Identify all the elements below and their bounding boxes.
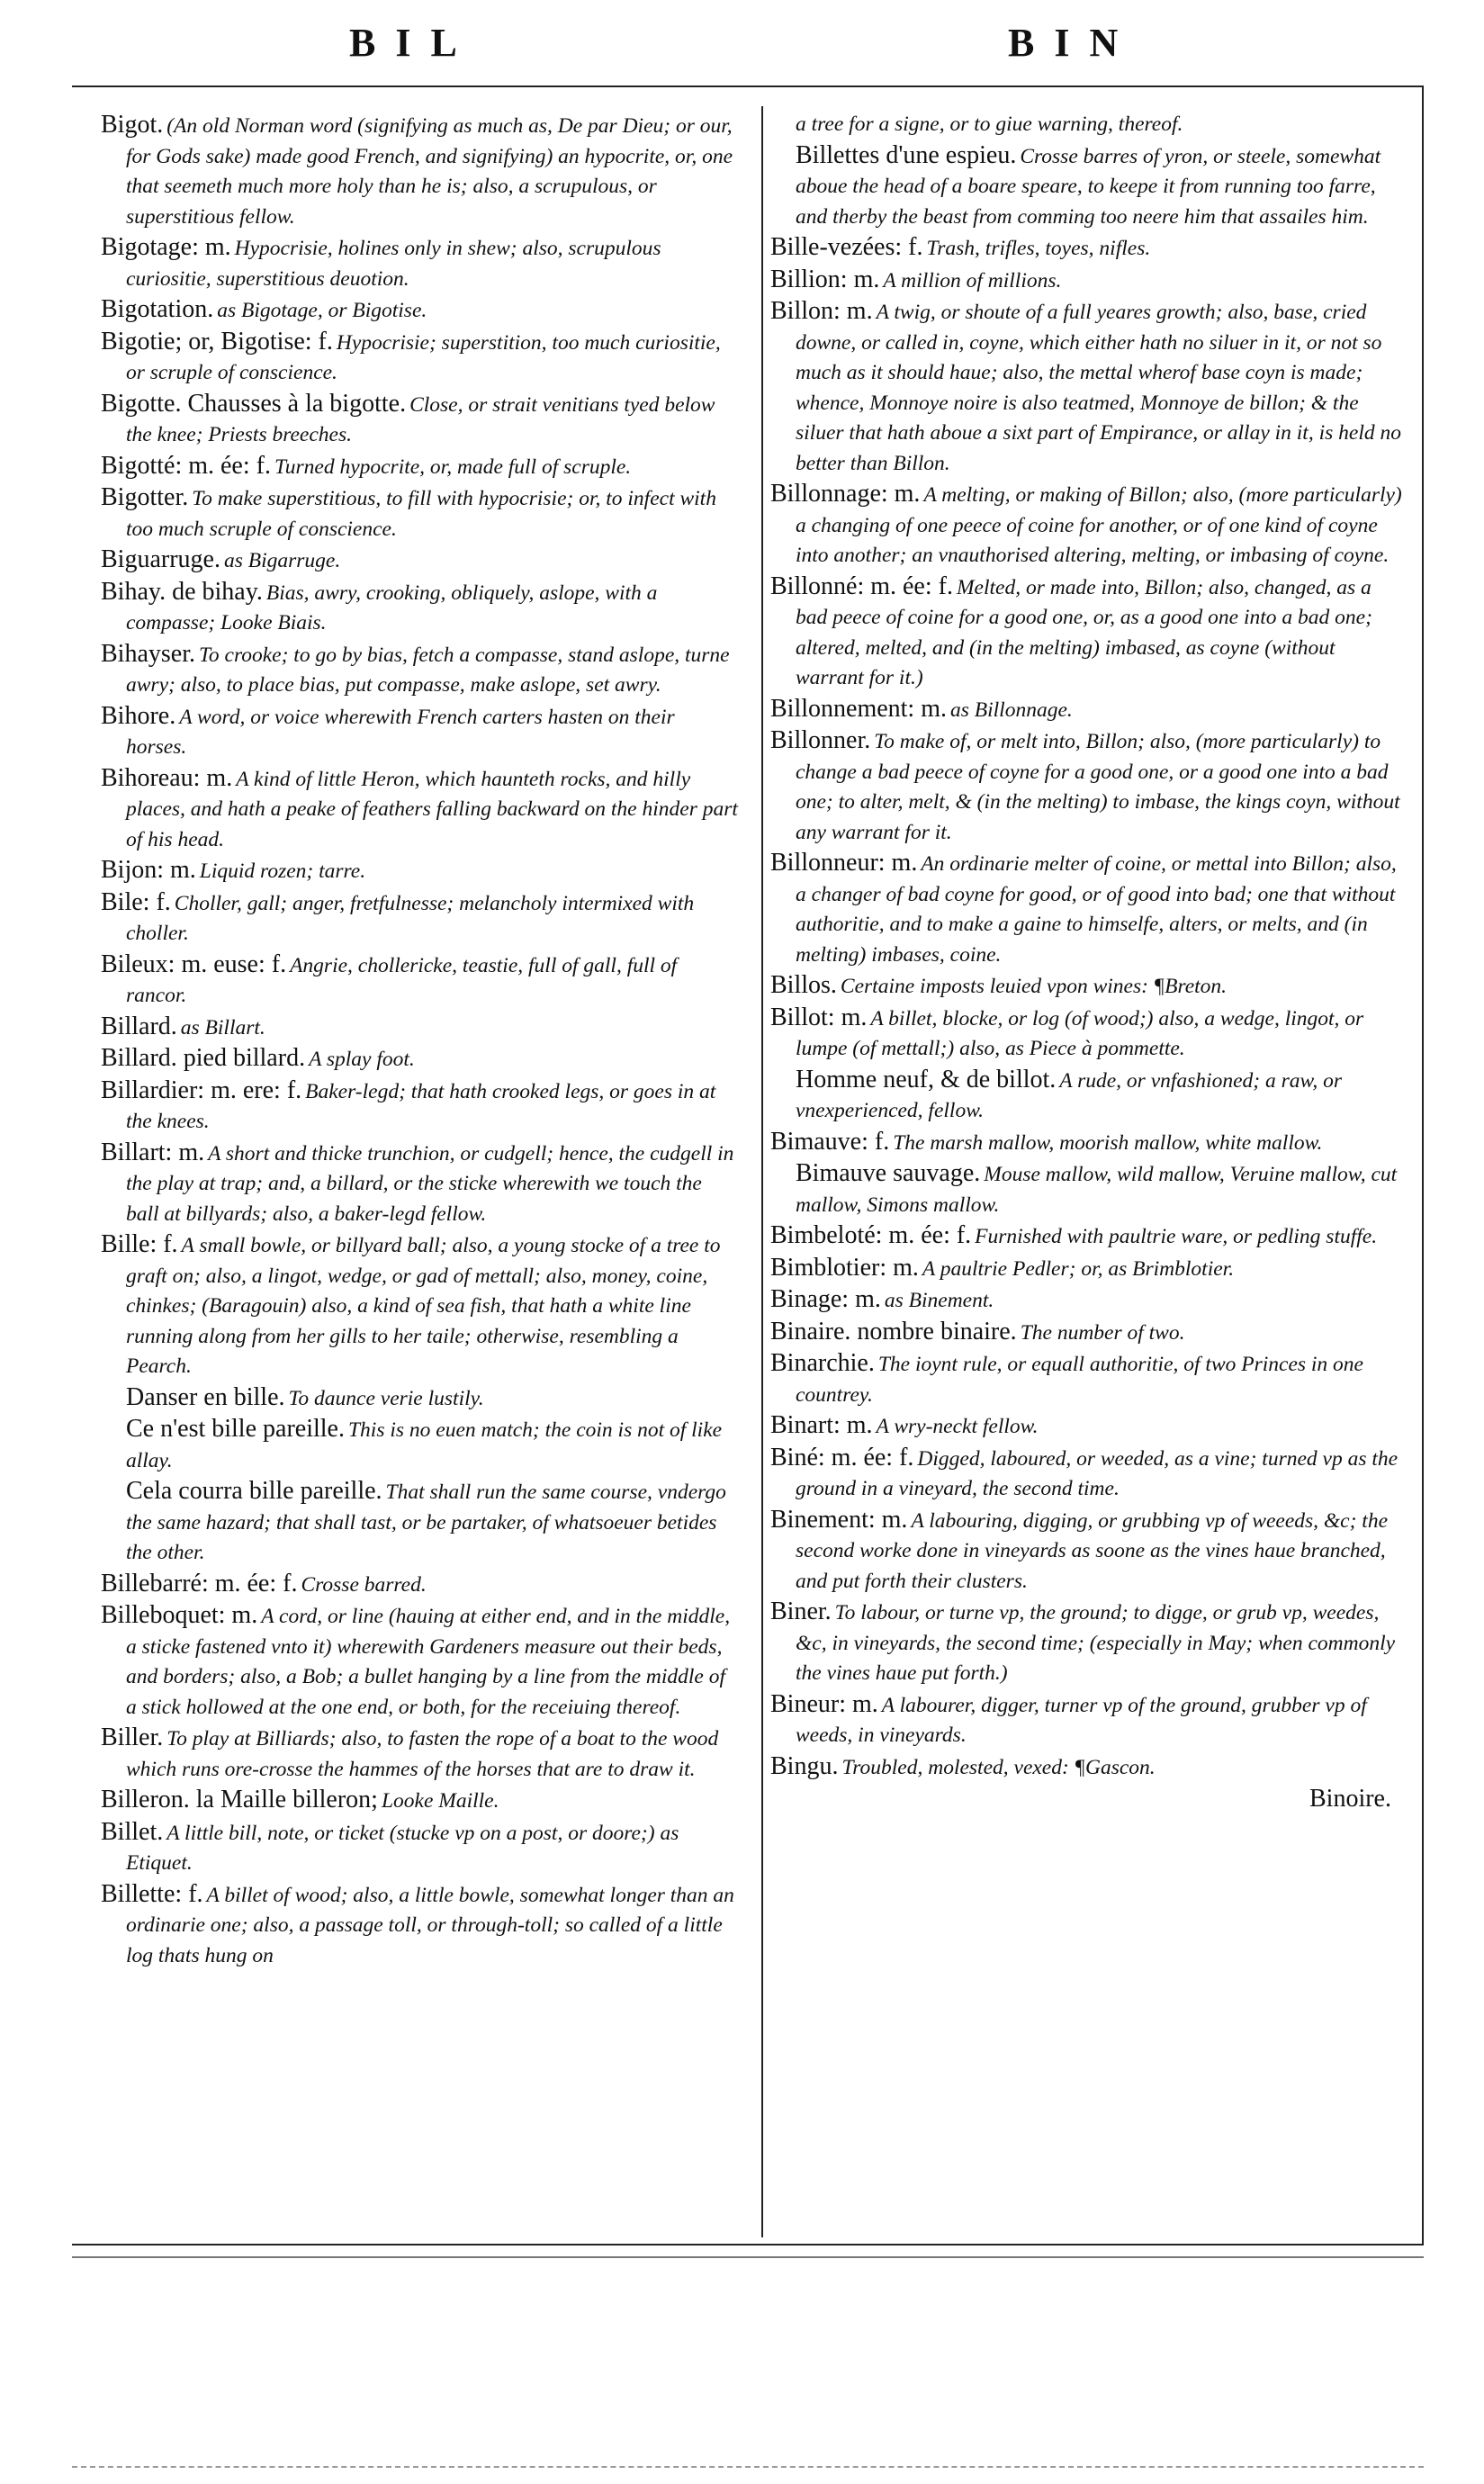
dictionary-entry [770,1318,1408,1350]
entry-headword: Bigotie; or, Bigotise: f. [101,327,333,356]
entry-definition: Bias, awry, crooking, obliquely, aslope, with a compasse; Looke Biais. [126,580,658,634]
entry-headword: Billettes d'une espieu. [796,140,1017,169]
entry-definition: Close, or strait venitians tyed below the knee; Priests breeches. [126,392,715,446]
entry-definition: Liquid rozen; tarre. [199,860,366,883]
dictionary-entry [770,971,1408,1004]
dictionary-entry [126,1415,738,1477]
dictionary-entry [101,764,738,857]
entry-headword: Billebarré: m. ée: f. [101,1569,298,1598]
column-divider [761,106,763,2237]
entry-headword: Cela courra bille pareille. [126,1477,382,1505]
entry-headword: Bigotation. [101,295,214,323]
entry-definition: as Bigarruge. [223,549,341,572]
entry-definition: A rude, or vnfashioned; a raw, or vnexperienced, fellow. [796,1068,1343,1122]
entry-definition: To crooke; to go by bias, fetch a compasse, stand aslope, turne awry; also, to place bias, put compasse, make aslope, set awry. [126,643,730,697]
dictionary-entry [126,1383,738,1416]
entry-definition: A small bowle, or billyard ball; also, a young stocke of a tree to graft on; also, a lingot, wedge, or gad of mettall; also, money, coine, chinkes; (Baragouin) also, a kind of sea fish, that hath a white line running along from her gills to her taile; otherwise, resembling a Pearch. [126,1234,721,1378]
entry-definition: To daunce verie lustily. [288,1386,484,1410]
dictionary-entry [101,1012,738,1045]
entry-headword: Billard. pied billard. [101,1044,306,1072]
entry-definition: Choller, gall; anger, fretfulnesse; melancholy intermixed with choller. [126,891,695,945]
dictionary-entry [101,1076,738,1138]
entry-definition: A kind of little Heron, which haunteth rocks, and hilly places, and hath a peake of feathers falling backward on the hinder part of his head. [126,767,738,851]
right-column [770,111,1408,1814]
dictionary-entry [796,141,1408,234]
entry-definition: Crosse barres of yron, or steele, somewhat aboue the head of a boare speare, to keepe it from running too farre, and therby the beast from comming too neere him that assailes him. [796,144,1381,229]
entry-definition: Angrie, chollericke, teastie, full of gall, full of rancor. [126,953,678,1007]
dictionary-entry [770,1285,1408,1318]
entry-definition: A little bill, note, or ticket (stucke vp on a post, or doore;) as Etiquet. [126,1821,679,1875]
dictionary-entry [101,328,738,390]
dictionary-entry [770,849,1408,971]
dictionary-entry [770,480,1408,572]
entry-definition: as Billart. [180,1015,265,1040]
entry-headword: Binarchie. [770,1349,875,1377]
dictionary-entry [101,545,738,578]
dictionary-entry [770,1598,1408,1690]
entry-definition: This is no euen match; the coin is not of like allay. [126,1418,723,1472]
left-column [101,111,738,1972]
entry-headword: Biner. [770,1598,832,1625]
running-head-right: BIN [1008,21,1138,65]
dictionary-entry [770,297,1408,480]
entry-headword: Bimbeloté: m. ée: f. [770,1221,972,1249]
entry-headword: Billet. [101,1817,164,1846]
entry-definition: A labouring, digging, or grubbing vp of weeeds, &c; the second worke done in vineyards as soone as the vines haue branched, and put forth their clusters. [796,1508,1389,1593]
entry-headword: Binement: m. [770,1505,908,1534]
entry-headword: Bineur: m. [770,1689,878,1718]
entry-definition: Hypocrisie, holines only in shew; also, scrupulous curiositie, superstitious deuotion. [126,237,661,291]
entry-headword: Bijon: m. [101,856,196,884]
entry-definition: A cord, or line (hauing at either end, and in the middle, a sticke fastened vnto it) wherewith Gardeners measure out their beds, and borders; also, a Bob; a bullet hanging by a line from the middle of a stick hollowed at the one end, or both, for the receiuing thereof. [126,1605,731,1719]
dictionary-entry [101,1786,738,1818]
entry-headword: Bingu. [770,1751,839,1780]
entry-headword: Bimauve sauvage. [796,1159,981,1187]
dictionary-entry [101,856,738,888]
entry-headword: Billot: m. [770,1003,868,1031]
entry-definition: To make of, or melt into, Billon; also, (more particularly) to change a bad peece of coyne for a good one, or a good one into a bad one; to alter, melt, & (in the melting) to imbase, the kings coyn, without any warrant for it. [796,730,1400,844]
dictionary-entry [101,1138,738,1231]
dictionary-entry [796,1066,1408,1128]
entry-definition: A billet of wood; also, a little bowle, somewhat longer than an ordinarie one; also, a passage toll, or through-toll; so called of a little log thats hung on [126,1883,734,1967]
dictionary-entry [770,1254,1408,1286]
dictionary-entry [101,390,738,452]
entry-headword: Billonnement: m. [770,694,947,723]
entry-definition: Mouse mallow, wild mallow, Veruine mallow, cut mallow, Simons mallow. [796,1163,1398,1217]
dictionary-entry [770,726,1408,849]
entry-headword: Bigot. [101,111,164,139]
dictionary-entry [126,1477,738,1570]
entry-headword: Biguarruge. [101,545,220,573]
entry-headword: Bihore. [101,701,176,730]
entry-headword: Bigotter. [101,483,189,511]
entry-headword: Bille: f. [101,1230,178,1258]
dictionary-entry [101,888,738,950]
dictionary-entry [101,1570,738,1602]
footer-rule-dashed [72,2466,1424,2468]
entry-headword: Biné: m. ée: f. [770,1443,914,1472]
dictionary-entry [101,1818,738,1880]
entry-headword: Binart: m. [770,1411,873,1439]
entry-definition: Digged, laboured, or weeded, as a vine; turned vp as the ground in a vineyard, the second time. [796,1446,1399,1500]
entry-definition: To make superstitious, to fill with hypocrisie; or, to infect with too much scruple of conscience. [126,487,716,541]
running-head-left: BIL [349,21,477,65]
entry-definition: (An old Norman word (signifying as much as, De par Dieu; or our, for Gods sake) made good French, and signifying) an hypocrite, or, one that seemeth much more holy than he is; also, a scrupulous, or superstitious fellow. [126,114,733,229]
entry-definition: A billet, blocke, or log (of wood;) also, a wedge, lingot, or lumpe (of mettall;) also, as Piece à pommette. [796,1006,1364,1060]
dictionary-entry [770,1444,1408,1506]
entry-headword: Bihoreau: m. [101,763,233,792]
entry-definition: Melted, or made into, Billon; also, changed, as a bad peece of coine for a good one, or, as a good one into a bad one; altered, melted, and (in the melting) imbased, as coyne (without warrant for it.) [796,575,1372,689]
dictionary-entry [770,1411,1408,1444]
dictionary-entry [101,1724,738,1786]
entry-headword: Billon: m. [770,297,873,325]
dictionary-entry [101,950,738,1012]
entry-definition: A melting, or making of Billon; also, (more particularly) a changing of one peece of coine for another, or of one kind of coyne into another; an vnauthorised altering, melting, or imbasing of coyne. [796,483,1402,567]
dictionary-entry [770,233,1408,266]
entry-headword: Billeboquet: m. [101,1601,258,1629]
entry-headword: Billeron. la Maille billeron; [101,1786,378,1814]
dictionary-entry [770,1752,1408,1785]
entry-headword: Billardier: m. ere: f. [101,1076,302,1104]
footer-rule [72,2256,1424,2258]
entry-definition: as Bigotage, or Bigotise. [217,299,427,322]
entry-headword: Billos. [770,971,837,999]
entry-headword: Bihay. de bihay. [101,577,263,606]
entry-definition: Looke Maille. [381,1789,499,1813]
entry-headword: Bimauve: f. [770,1127,890,1156]
dictionary-entry [101,1044,738,1076]
entry-definition: A splay foot. [309,1048,415,1071]
entry-definition: A short and thicke trunchion, or cudgell; hence, the cudgell in the play at trap; and, a billard, or the sticke wherewith we touch the ball at billyards; also, a baker-legd fellow. [126,1141,734,1226]
dictionary-entry [770,1221,1408,1254]
entry-definition: Baker-legd; that hath crooked legs, or goes in at the knees. [126,1079,716,1133]
entry-headword: Bimblotier: m. [770,1253,919,1282]
dictionary-entry [770,1004,1408,1066]
entry-headword: Binage: m. [770,1285,881,1313]
dictionary-entry [101,1601,738,1724]
dictionary-entry [101,233,738,295]
entry-headword: Ce n'est bille pareille. [126,1415,345,1443]
entry-definition: A million of millions. [883,268,1062,292]
entry-definition: The ioynt rule, or equall authoritie, of two Princes in one countrey. [796,1353,1363,1407]
dictionary-entry [101,1230,738,1383]
entry-definition: An ordinarie melter of coine, or mettal into Billon; also, a changer of bad coyne for good, or of good into bad; one that without authoritie, and to make a gaine to himselfe, alters, or melts, and (in melting) imbases, coine. [796,852,1397,967]
dictionary-entry [101,295,738,328]
dictionary-entry [770,1128,1408,1160]
entry-definition: To labour, or turne vp, the ground; to digge, or grub vp, weedes, &c, in vineyards, the second time; (especially in May; when commonly the vines haue put forth.) [796,1601,1396,1685]
entry-headword: Biller. [101,1724,164,1751]
entry-headword: Bihayser. [101,639,195,668]
entry-headword: Bileux: m. euse: f. [101,950,287,978]
entry-headword: Billonner. [770,726,871,754]
dictionary-entry [101,452,738,484]
entry-headword: Bigotté: m. ée: f. [101,451,271,480]
dictionary-entry [101,640,738,702]
entry-definition: A paultrie Pedler; or, as Brimblotier. [922,1256,1235,1281]
entry-definition: Troubled, molested, vexed: ¶Gascon. [841,1755,1156,1779]
entry-definition: Hypocrisie; superstition, too much curiositie, or scruple of conscience. [126,330,721,384]
entry-definition: Turned hypocrite, or, made full of scruple. [274,454,632,479]
entry-definition: To play at Billiards; also, to fasten the rope of a boat to the wood which runs ore-crosse the hammes of the horses that are to draw it. [126,1727,719,1781]
entry-definition: Crosse barred. [301,1572,427,1597]
dictionary-entry [770,572,1408,695]
entry-headword: Billonnage: m. [770,480,921,508]
entry-headword: Billonné: m. ée: f. [770,572,953,600]
dictionary-entry [101,111,738,233]
entry-definition: a tree for a signe, or to giue warning, thereof. [796,112,1183,136]
entry-headword: Billart: m. [101,1138,205,1166]
dictionary-entry [770,266,1408,298]
entry-headword: Billette: f. [101,1879,203,1908]
entry-headword: Billion: m. [770,265,880,293]
dictionary-entry [770,1506,1408,1598]
dictionary-entry [796,1159,1408,1221]
entry-headword: Bigotte. Chausses à la bigotte. [101,389,407,418]
dictionary-entry [101,578,738,640]
dictionary-entry [101,483,738,545]
entry-definition: A wry-neckt fellow. [876,1415,1039,1438]
dictionary-entry [770,695,1408,727]
entry-definition: The number of two. [1020,1320,1185,1345]
dictionary-entry [101,702,738,764]
catchword: Binoire. [1309,1785,1391,1813]
entry-definition: Certaine imposts leuied vpon wines: ¶Breton. [840,975,1228,998]
entry-definition: The marsh mallow, moorish mallow, white mallow. [893,1130,1323,1155]
entry-definition: A word, or voice wherewith French carters hasten on their horses. [126,705,675,759]
entry-definition: Trash, trifles, toyes, nifles. [926,237,1151,260]
dictionary-entry [770,1349,1408,1411]
dictionary-entry [770,1690,1408,1752]
entry-definition: Furnished with paultrie ware, or pedling stuffe. [975,1225,1378,1248]
entry-headword: Binaire. nombre binaire. [770,1317,1017,1346]
dictionary-entry [796,111,1408,141]
dictionary-entry [101,1880,738,1973]
entry-definition: as Binement. [884,1289,994,1312]
entry-definition: A labourer, digger, turner vp of the ground, grubber vp of weeds, in vineyards. [796,1693,1367,1747]
entry-headword: Bigotage: m. [101,233,231,261]
entry-definition: That shall run the same course, vndergo the same hazard; that shall tast, or be partaker, of whatsoeuer betides the other. [126,1480,726,1564]
entry-headword: Bile: f. [101,887,171,916]
entry-definition: as Billonnage. [950,698,1073,722]
entry-headword: Homme neuf, & de billot. [796,1065,1057,1094]
entry-headword: Billonneur: m. [770,849,918,877]
entry-headword: Danser en bille. [126,1382,285,1411]
entry-definition: A twig, or shoute of a full yeares growth; also, base, cried downe, or called in, coyne, which either hath no siluer in it, or not so much as it should haue; also, the mettal wherof base coyn is made; whence, Monnoye noire is also teatmed, Monnoye de billon; & the siluer that hath aboue a sixt part of Empirance, or allay in it, is held no better than Billon. [796,301,1401,475]
entry-headword: Bille-vezées: f. [770,233,923,261]
entry-headword: Billard. [101,1012,177,1040]
